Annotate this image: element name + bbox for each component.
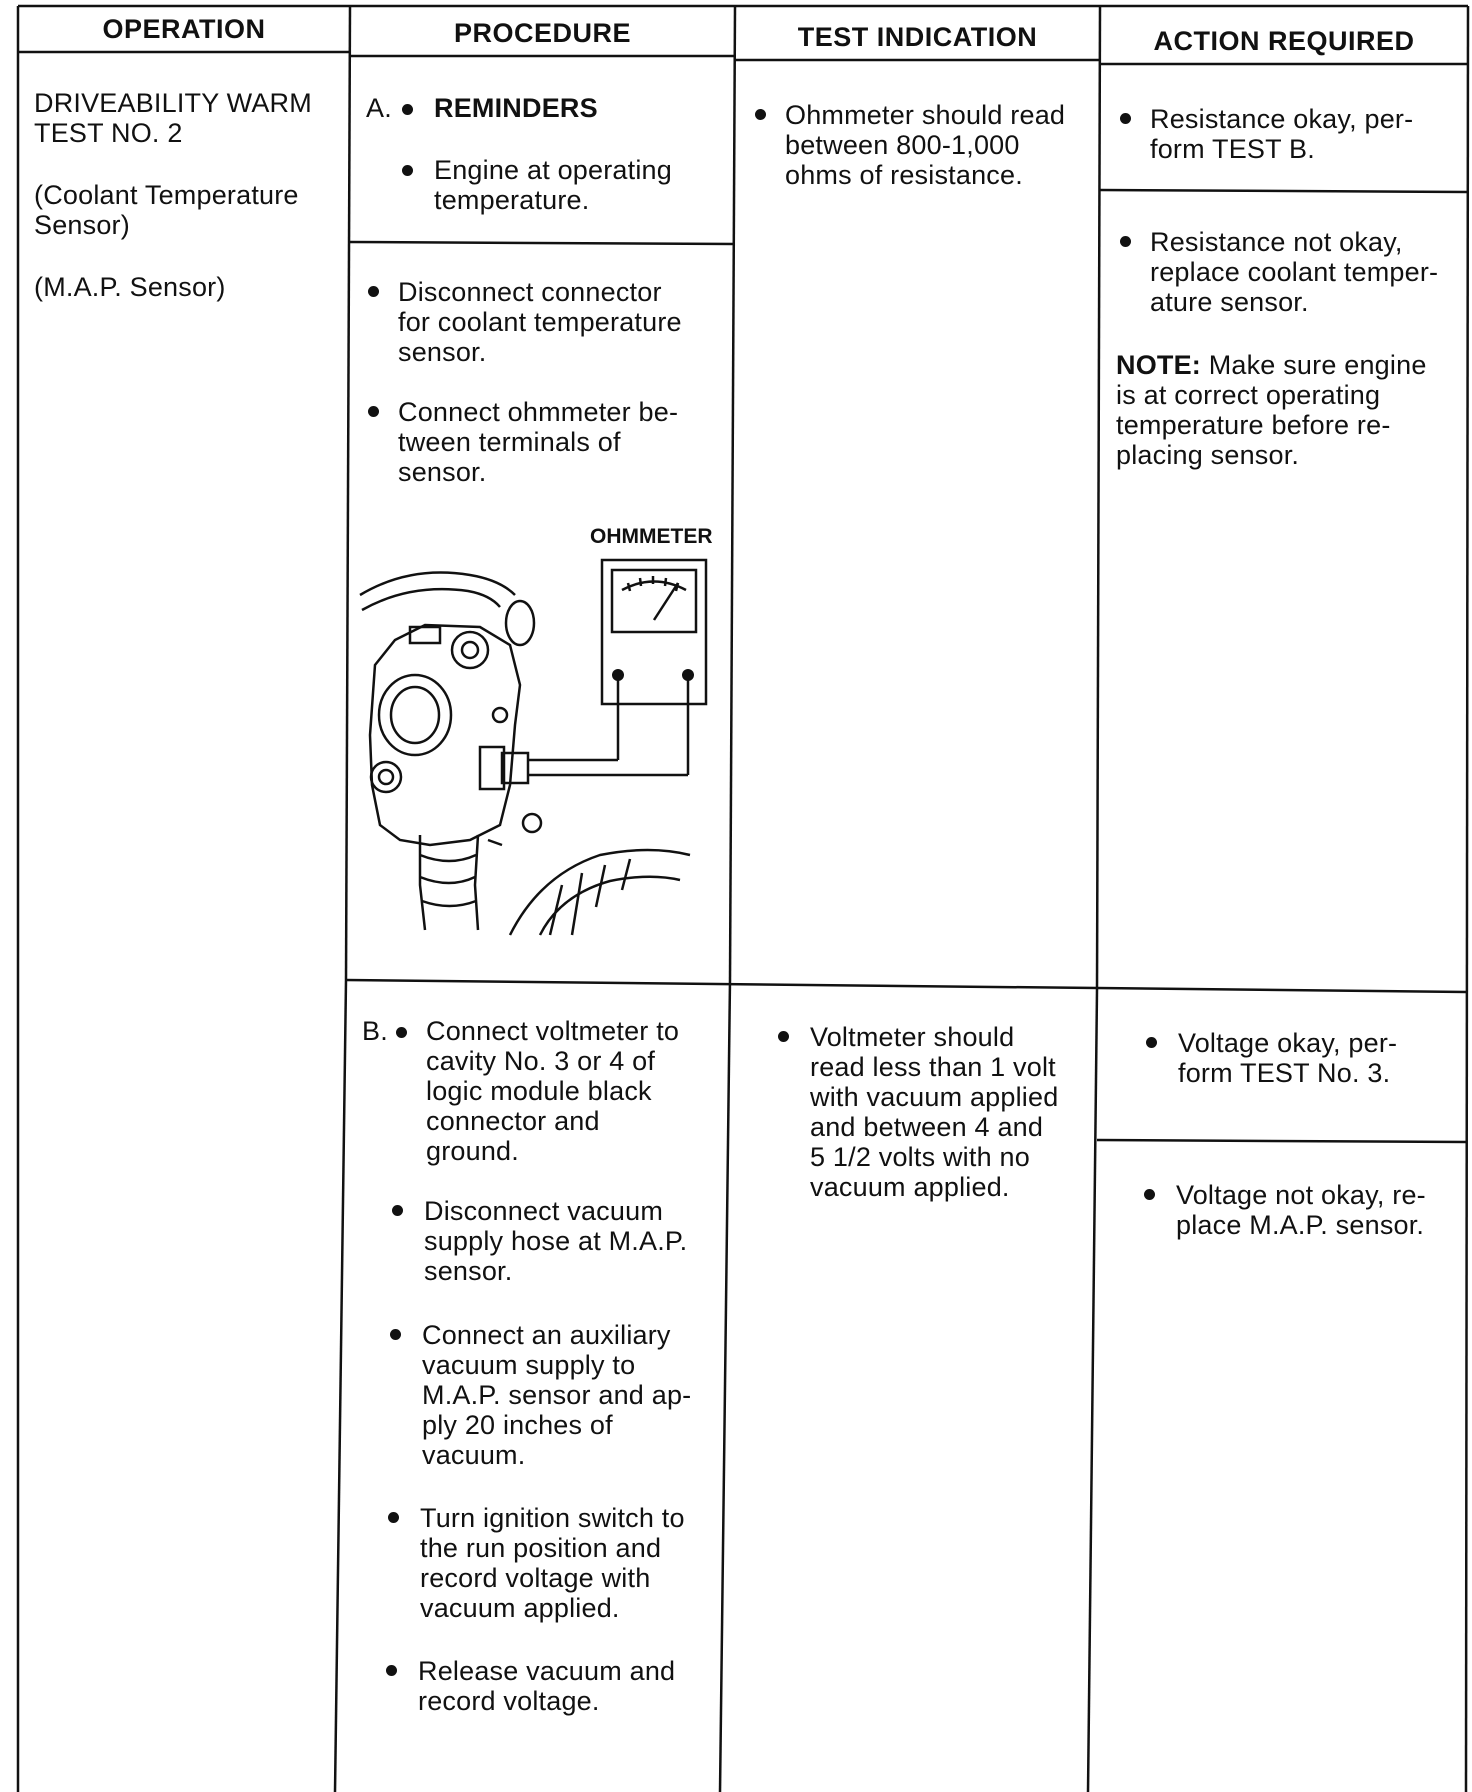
bullet-icon <box>402 104 413 115</box>
operation-title: DRIVEABILITY WARM TEST NO. 2 <box>34 88 312 148</box>
bullet-icon <box>1144 1189 1155 1200</box>
test-a-indication: Ohmmeter should read between 800-1,000 ohms of resistance. <box>785 100 1066 190</box>
procedure-b-step-2: Disconnect vacuum supply hose at M.A.P. sensor. <box>424 1196 688 1286</box>
test-b-indication: Voltmeter should read less than 1 volt with vacuum applied and between 4 and 5 1/2 volts with no vacuum applied. <box>810 1022 1059 1202</box>
bullet-icon <box>390 1329 401 1340</box>
bullet-icon <box>1120 236 1131 247</box>
ohmmeter-figure <box>350 555 730 955</box>
procedure-b-step-4: Turn ignition switch to the run position and record voltage with vacuum applied. <box>420 1503 685 1623</box>
reminders-heading: REMINDERS <box>434 93 598 123</box>
procedure-b-step-1: Connect voltmeter to cavity No. 3 or 4 of logic module black connector and ground. <box>426 1016 680 1166</box>
header-action-required: ACTION REQUIRED <box>1153 26 1415 56</box>
note-label: NOTE: <box>1116 350 1201 380</box>
header-procedure: PROCEDURE <box>453 18 632 48</box>
action-b-not-ok: Voltage not okay, re- place M.A.P. sensor. <box>1176 1180 1426 1240</box>
ohmmeter-label: OHMMETER <box>590 525 713 548</box>
bullet-icon <box>388 1512 399 1523</box>
bullet-icon <box>368 286 379 297</box>
header-operation: OPERATION <box>102 14 266 44</box>
bullet-icon <box>396 1027 407 1038</box>
procedure-a-step-2: Connect ohmmeter be- tween terminals of sensor. <box>398 397 679 487</box>
action-a-ok: Resistance okay, per- form TEST B. <box>1150 104 1414 164</box>
bullet-icon <box>778 1031 789 1042</box>
procedure-b-step-5: Release vacuum and record voltage. <box>418 1656 676 1716</box>
procedure-b-marker: B. <box>362 1016 388 1046</box>
procedure-b-step-3: Connect an auxiliary vacuum supply to M.A.P. sensor and ap- ply 20 inches of vacuum. <box>422 1320 692 1470</box>
reminder-item: Engine at operating temperature. <box>434 155 672 215</box>
operation-subtitle-map: (M.A.P. Sensor) <box>34 272 226 302</box>
bullet-icon <box>1146 1037 1157 1048</box>
action-b-ok: Voltage okay, per- form TEST No. 3. <box>1178 1028 1398 1088</box>
bullet-icon <box>386 1665 397 1676</box>
procedure-a-marker: A. <box>366 93 392 123</box>
action-a-note: NOTE: Make sure engine is at correct operating temperature before re- placing sensor. <box>1116 350 1427 470</box>
bullet-icon <box>402 165 413 176</box>
action-a-not-ok: Resistance not okay, replace coolant temper- ature sensor. <box>1150 227 1439 317</box>
bullet-icon <box>1120 113 1131 124</box>
bullet-icon <box>755 109 766 120</box>
operation-subtitle-coolant: (Coolant Temperature Sensor) <box>34 180 299 240</box>
bullet-icon <box>392 1205 403 1216</box>
procedure-a-step-1: Disconnect connector for coolant temperature sensor. <box>398 277 682 367</box>
bullet-icon <box>368 406 379 417</box>
header-test-indication: TEST INDICATION <box>797 22 1038 52</box>
